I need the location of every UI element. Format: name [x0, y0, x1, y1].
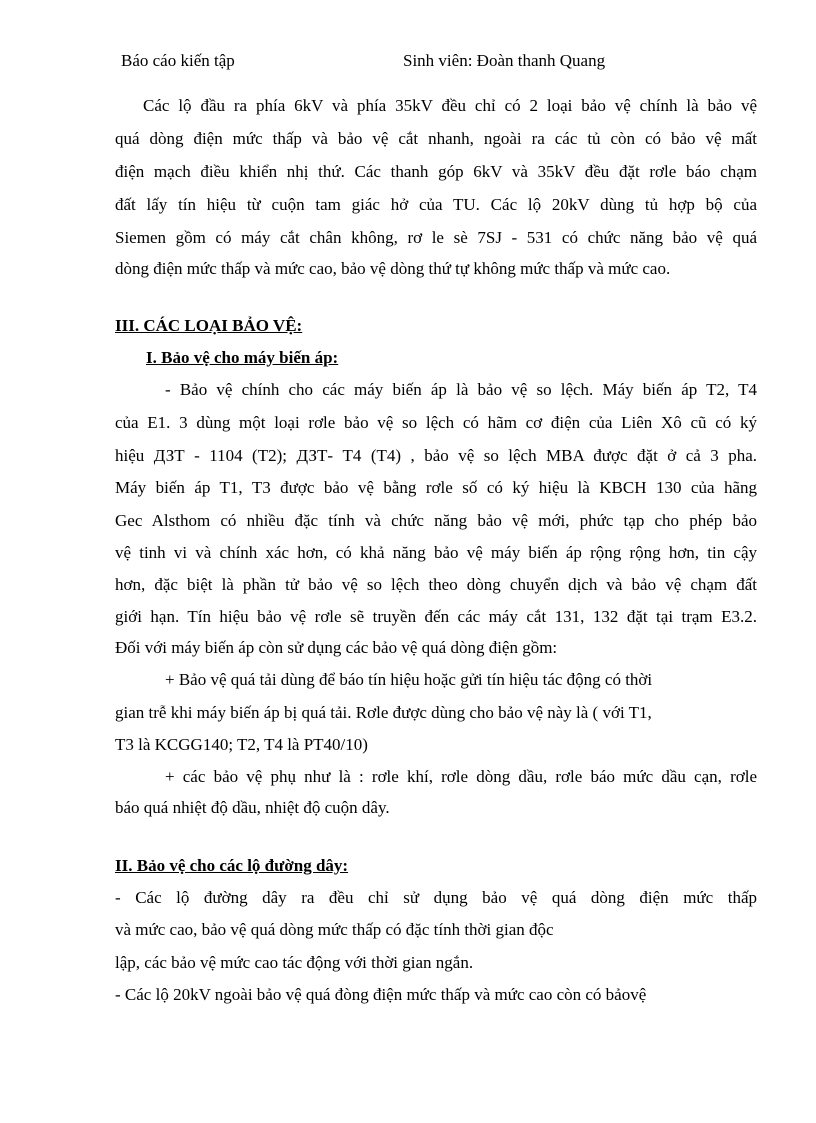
transformer-line: + Bảo vệ quá tải dùng để báo tín hiệu hoặc gửi tín hiệu tác động có thời	[165, 670, 653, 689]
lines-line: - Các lộ 20kV ngoài bảo vệ quá đòng điện mức thấp và mức cao còn có bảovệ	[115, 985, 647, 1004]
intro-line: Siemen gồm có máy cắt chân không, rơ le sè 7SJ - 531 có chức năng bảo vệ quá	[115, 228, 757, 247]
transformer-line: T3 là KCGG140; T2, T4 là PT40/10)	[115, 735, 368, 754]
lines-line: lập, các bảo vệ mức cao tác động với thời gian ngắn.	[115, 953, 474, 972]
intro-line: quá dòng điện mức thấp và bảo vệ cắt nhanh, ngoài ra các tủ còn có bảo vệ mất	[115, 129, 757, 148]
transformer-line: báo quá nhiệt độ dầu, nhiệt độ cuộn dây.	[115, 798, 390, 817]
transformer-line: Gec Alsthom có nhiều đặc tính và chức năng bảo vệ mới, phức tạp cho phép bảo	[115, 511, 757, 530]
transformer-line: gian trễ khi máy biến áp bị quá tải. Rơle được dùng cho bảo vệ này là ( với T1,	[115, 703, 652, 722]
transformer-line: của E1. 3 dùng một loại rơle bảo vệ so lệch có hãm cơ điện của Liên Xô cũ có ký	[115, 413, 757, 432]
section-title: III. CÁC LOẠI BẢO VỆ:	[115, 316, 303, 335]
intro-line: đất lấy tín hiệu từ cuộn tam giác hở của TU. Các lộ 20kV dùng tủ hợp bộ của	[115, 195, 757, 214]
subsection-title: II. Bảo vệ cho các lộ đường dây:	[115, 856, 349, 875]
transformer-line: - Bảo vệ chính cho các máy biến áp là bảo vệ so lệch. Máy biến áp T2, T4	[165, 380, 757, 399]
transformer-line: Đối với máy biến áp còn sử dụng các bảo vệ quá dòng điện gồm:	[115, 638, 558, 657]
lines-line: - Các lộ đường dây ra đều chỉ sử dụng bảo vệ quá dòng điện mức thấp	[115, 888, 757, 907]
subsection-title: I. Bảo vệ cho máy biến áp:	[146, 348, 339, 367]
intro-line: Các lộ đầu ra phía 6kV và phía 35kV đều chỉ có 2 loại bảo vệ chính là bảo vệ	[143, 96, 757, 115]
intro-line: dòng điện mức thấp và mức cao, bảo vệ dòng thứ tự không mức thấp và mức cao.	[115, 259, 671, 278]
transformer-line: Máy biến áp T1, T3 được bảo vệ bằng rơle số có ký hiệu là KBCH 130 của hãng	[115, 478, 757, 497]
transformer-line: + các bảo vệ phụ như là : rơle khí, rơle dòng dầu, rơle báo mức dầu cạn, rơle	[165, 767, 757, 786]
header-left: Báo cáo kiến tập	[121, 51, 235, 70]
transformer-line: hơn, đặc biệt là phần tử bảo vệ so lệch theo dòng chuyển dịch và bảo vệ chạm đất	[115, 575, 757, 594]
header-right: Sinh viên: Đoàn thanh Quang	[403, 51, 606, 70]
transformer-line: vệ tinh vi và chính xác hơn, có khả năng bảo vệ máy biến áp rộng rộng hơn, tin cậy	[115, 543, 757, 562]
lines-line: và mức cao, bảo vệ quá dòng mức thấp có đặc tính thời gian độc	[115, 920, 554, 939]
transformer-line: giới hạn. Tín hiệu bảo vệ rơle sẽ truyền đến các máy cắt 131, 132 đặt tại trạm E3.2.	[115, 607, 757, 626]
transformer-line: hiệu ДЗТ - 1104 (T2); ДЗТ- T4 (T4) , bảo vệ so lệch MBA được đặt ở cả 3 pha.	[115, 446, 757, 465]
intro-line: điện mạch điều khiển nhị thứ. Các thanh góp 6kV và 35kV đều đặt rơle báo chạm	[115, 162, 757, 181]
